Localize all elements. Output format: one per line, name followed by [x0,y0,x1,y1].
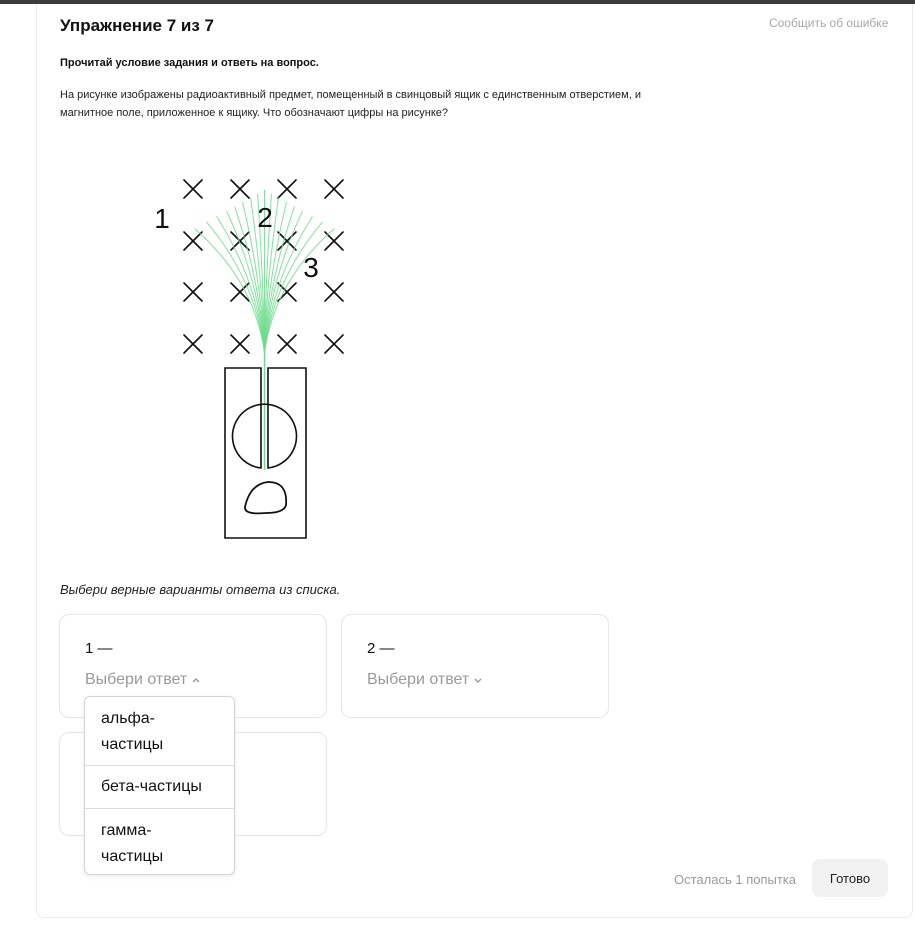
answer-options-dropdown [84,696,235,875]
radiation-beam [265,229,335,353]
attempts-remaining: Осталась 1 попытка [674,872,797,887]
option-line: частицы [101,736,164,753]
lead-box [225,368,306,538]
answer-select-2[interactable] [367,671,483,689]
option-beta-particles[interactable] [85,766,234,809]
figure-label-1: 1 [154,203,170,234]
radioactive-sample [245,482,286,513]
option-gamma-particles[interactable] [85,809,234,874]
answer-slot-label: 1 — [85,640,113,657]
figure-label-2: 2 [257,202,273,233]
radiation-beam [195,229,265,353]
exercise-title: Упражнение 7 из 7 [60,16,214,35]
chevron-down-icon [473,675,483,685]
task-question: На рисунке изображены радиоактивный предмет, помещенный в свинцовый ящик с единственным отверстием, и магнитное поле, приложенное к ящику. Что обозначают цифры на рисунке? [60,89,641,119]
option-line: гамма- [101,822,152,839]
answer-hint: Выбери верные варианты ответа из списка. [60,582,341,597]
answer-slot-2 [341,614,609,718]
answer-slot-label: 2 — [367,640,395,657]
figure-label-3: 3 [303,252,319,283]
option-line: альфа- [101,710,155,727]
radiation-beam [265,216,313,352]
task-instruction: Прочитай условие задания и ответь на вопрос. [60,57,319,69]
answer-select-1[interactable] [85,671,201,689]
option-line: бета-частицы [101,778,202,795]
select-placeholder: Выбери ответ [367,671,470,688]
radiation-beam [217,216,265,352]
chevron-up-icon [191,675,201,685]
done-button[interactable]: Готово [812,859,888,897]
report-error-link[interactable]: Сообщить об ошибке [769,16,889,30]
option-alpha-particles[interactable] [85,697,234,766]
select-placeholder: Выбери ответ [85,671,188,688]
option-line: частицы [101,848,164,865]
radioactive-box-figure [140,160,370,550]
